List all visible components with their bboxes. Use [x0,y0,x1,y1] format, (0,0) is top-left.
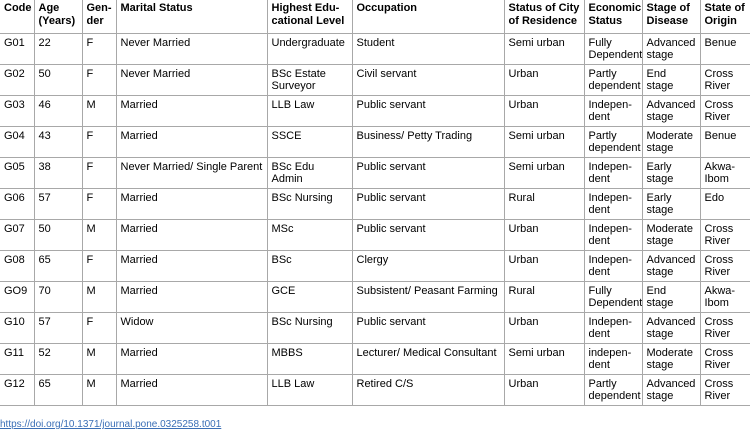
cell-state-of-origin: Akwa-Ibom [700,281,750,312]
cell-residence-status: Rural [504,281,584,312]
cell-state-of-origin: Cross River [700,312,750,343]
cell-gender: F [82,157,116,188]
cell-marital-status: Married [116,95,267,126]
cell-economic-status: Fully Dependent [584,281,642,312]
cell-state-of-origin: Edo [700,188,750,219]
cell-gender: F [82,33,116,64]
cell-age: 43 [34,126,82,157]
cell-age: 50 [34,219,82,250]
cell-residence-status: Semi urban [504,126,584,157]
cell-state-of-origin: Cross River [700,219,750,250]
cell-residence-status: Urban [504,312,584,343]
cell-economic-status: Partly dependent [584,126,642,157]
cell-gender: F [82,312,116,343]
cell-residence-status: Urban [504,64,584,95]
doi-link[interactable]: https://doi.org/10.1371/journal.pone.0325258.t001 [0,419,222,430]
cell-marital-status: Married [116,343,267,374]
table-row [0,250,750,281]
cell-economic-status: Indepen-dent [584,219,642,250]
cell-education: LLB Law [267,95,352,126]
cell-marital-status: Never Married [116,64,267,95]
table-row [0,281,750,312]
cell-disease-stage: Advanced stage [642,33,700,64]
cell-residence-status: Semi urban [504,33,584,64]
cell-gender: F [82,126,116,157]
cell-disease-stage: Advanced stage [642,250,700,281]
table-row [0,343,750,374]
cell-education: BSc Nursing [267,188,352,219]
cell-state-of-origin: Benue [700,126,750,157]
cell-code: G12 [0,374,34,405]
cell-disease-stage: Advanced stage [642,312,700,343]
cell-occupation: Clergy [352,250,504,281]
cell-economic-status: Indepen-dent [584,95,642,126]
cell-state-of-origin: Benue [700,33,750,64]
cell-code: G07 [0,219,34,250]
cell-gender: F [82,64,116,95]
cell-residence-status: Urban [504,250,584,281]
cell-education: SSCE [267,126,352,157]
cell-economic-status: Indepen-dent [584,188,642,219]
header-state-of-origin: State of Origin [700,0,750,33]
cell-education: GCE [267,281,352,312]
header-education: Highest Edu-cational Level [267,0,352,33]
cell-education: BSc Edu Admin [267,157,352,188]
cell-age: 46 [34,95,82,126]
cell-marital-status: Married [116,250,267,281]
table-row [0,219,750,250]
table-row [0,33,750,64]
cell-disease-stage: Moderate stage [642,219,700,250]
table-row [0,64,750,95]
cell-gender: M [82,374,116,405]
header-code: Code [0,0,34,33]
cell-gender: F [82,250,116,281]
cell-occupation: Public servant [352,95,504,126]
header-age: Age (Years) [34,0,82,33]
cell-economic-status: Partly dependent [584,64,642,95]
cell-occupation: Public servant [352,219,504,250]
cell-age: 65 [34,374,82,405]
header-gender: Gen-der [82,0,116,33]
cell-age: 38 [34,157,82,188]
cell-code: G02 [0,64,34,95]
cell-marital-status: Married [116,126,267,157]
table-row [0,126,750,157]
table-row [0,157,750,188]
cell-education: BSc [267,250,352,281]
cell-economic-status: Indepen-dent [584,157,642,188]
cell-age: 22 [34,33,82,64]
cell-occupation: Public servant [352,157,504,188]
cell-residence-status: Rural [504,188,584,219]
cell-occupation: Civil servant [352,64,504,95]
cell-education: BSc Nursing [267,312,352,343]
cell-disease-stage: End stage [642,64,700,95]
cell-state-of-origin: Akwa-Ibom [700,157,750,188]
cell-code: G05 [0,157,34,188]
header-residence-status: Status of City of Residence [504,0,584,33]
cell-age: 57 [34,188,82,219]
cell-occupation: Lecturer/ Medical Consultant [352,343,504,374]
cell-code: G10 [0,312,34,343]
cell-code: GO9 [0,281,34,312]
table-row [0,312,750,343]
cell-residence-status: Urban [504,219,584,250]
cell-marital-status: Widow [116,312,267,343]
cell-age: 65 [34,250,82,281]
cell-marital-status: Married [116,281,267,312]
cell-state-of-origin: Cross River [700,374,750,405]
cell-residence-status: Semi urban [504,157,584,188]
cell-disease-stage: Early stage [642,157,700,188]
cell-disease-stage: Early stage [642,188,700,219]
cell-marital-status: Never Married [116,33,267,64]
cell-code: G03 [0,95,34,126]
cell-gender: M [82,281,116,312]
cell-occupation: Business/ Petty Trading [352,126,504,157]
cell-economic-status: indepen-dent [584,343,642,374]
cell-occupation: Retired C/S [352,374,504,405]
cell-marital-status: Married [116,188,267,219]
cell-age: 52 [34,343,82,374]
cell-code: G01 [0,33,34,64]
cell-age: 57 [34,312,82,343]
cell-education: MBBS [267,343,352,374]
cell-occupation: Public servant [352,188,504,219]
cell-state-of-origin: Cross River [700,95,750,126]
cell-disease-stage: Moderate stage [642,126,700,157]
header-economic-status: Economic Status [584,0,642,33]
table-row [0,95,750,126]
cell-disease-stage: Moderate stage [642,343,700,374]
cell-age: 70 [34,281,82,312]
cell-gender: M [82,219,116,250]
cell-state-of-origin: Cross River [700,343,750,374]
table-row [0,374,750,405]
cell-age: 50 [34,64,82,95]
cell-education: BSc Estate Surveyor [267,64,352,95]
cell-economic-status: Indepen-dent [584,312,642,343]
cell-residence-status: Semi urban [504,343,584,374]
header-disease-stage: Stage of Disease [642,0,700,33]
cell-gender: M [82,343,116,374]
cell-marital-status: Married [116,219,267,250]
cell-code: G08 [0,250,34,281]
cell-state-of-origin: Cross River [700,250,750,281]
cell-occupation: Student [352,33,504,64]
cell-gender: F [82,188,116,219]
cell-code: G04 [0,126,34,157]
header-occupation: Occupation [352,0,504,33]
cell-education: LLB Law [267,374,352,405]
cell-disease-stage: End stage [642,281,700,312]
cell-occupation: Public servant [352,312,504,343]
cell-marital-status: Married [116,374,267,405]
table-header-row [0,0,750,33]
cell-code: G06 [0,188,34,219]
cell-economic-status: Indepen-dent [584,250,642,281]
cell-state-of-origin: Cross River [700,64,750,95]
cell-residence-status: Urban [504,95,584,126]
cell-code: G11 [0,343,34,374]
cell-economic-status: Fully Dependent [584,33,642,64]
table-row [0,188,750,219]
cell-residence-status: Urban [504,374,584,405]
cell-education: Undergraduate [267,33,352,64]
cell-marital-status: Never Married/ Single Parent [116,157,267,188]
cell-disease-stage: Advanced stage [642,374,700,405]
cell-disease-stage: Advanced stage [642,95,700,126]
cell-education: MSc [267,219,352,250]
cell-gender: M [82,95,116,126]
header-marital-status: Marital Status [116,0,267,33]
cell-economic-status: Partly dependent [584,374,642,405]
cell-occupation: Subsistent/ Peasant Farming [352,281,504,312]
